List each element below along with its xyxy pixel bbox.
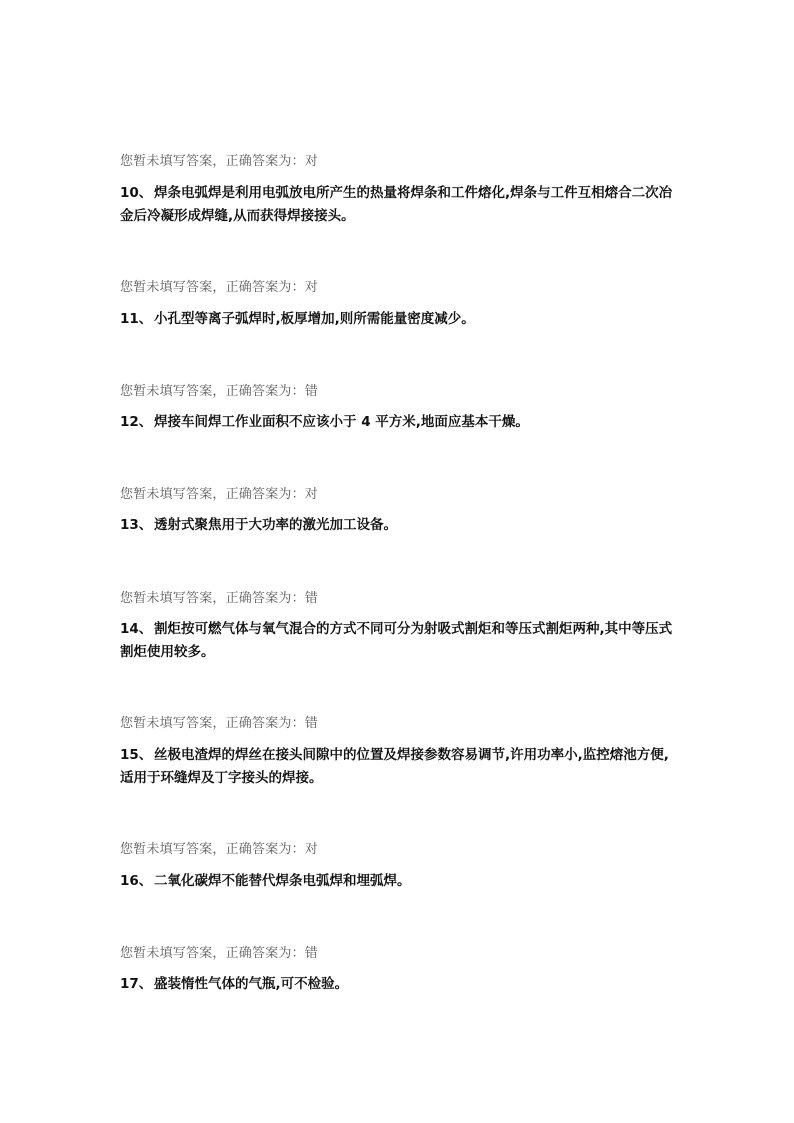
question-text: 二氧化碳焊不能替代焊条电弧焊和埋弧焊。 bbox=[154, 873, 411, 889]
question-text: 小孔型等离子弧焊时,板厚增加,则所需能量密度减少。 bbox=[154, 311, 475, 327]
question-item bbox=[120, 514, 680, 537]
question-number: 17、 bbox=[120, 976, 153, 992]
question-number: 13、 bbox=[120, 517, 153, 533]
question-text: 割炬按可燃气体与氧气混合的方式不同可分为射吸式割炬和等压式割炬两种,其中等压式割炬使用较多。 bbox=[120, 621, 673, 660]
answer-line: 您暂未填写答案，正确答案为：错 bbox=[120, 946, 319, 961]
answer-line: 您暂未填写答案，正确答案为：错 bbox=[120, 591, 319, 606]
answer-line: 您暂未填写答案，正确答案为：对 bbox=[120, 487, 319, 502]
question-item bbox=[120, 744, 680, 790]
question-item bbox=[120, 870, 680, 893]
question-item bbox=[120, 618, 680, 664]
question-number: 16、 bbox=[120, 873, 153, 889]
answer-line: 您暂未填写答案，正确答案为：对 bbox=[120, 280, 319, 295]
question-text: 丝极电渣焊的焊丝在接头间隙中的位置及焊接参数容易调节,许用功率小,监控熔池方便,适用于环缝焊及丁字接头的焊接。 bbox=[120, 747, 669, 786]
question-text: 盛装惰性气体的气瓶,可不检验。 bbox=[154, 976, 349, 992]
question-number: 14、 bbox=[120, 621, 153, 637]
answer-line: 您暂未填写答案，正确答案为：对 bbox=[120, 154, 319, 169]
question-text: 焊接车间焊工作业面积不应该小于 4 平方米,地面应基本干燥。 bbox=[154, 414, 529, 430]
question-item bbox=[120, 411, 680, 434]
question-text: 透射式聚焦用于大功率的激光加工设备。 bbox=[154, 517, 397, 533]
question-item bbox=[120, 182, 680, 228]
answer-line: 您暂未填写答案，正确答案为：错 bbox=[120, 384, 319, 399]
question-item bbox=[120, 308, 680, 331]
answer-line: 您暂未填写答案，正确答案为：错 bbox=[120, 716, 319, 731]
answer-line: 您暂未填写答案，正确答案为：对 bbox=[120, 842, 319, 857]
question-number: 10、 bbox=[120, 185, 153, 201]
question-item bbox=[120, 973, 680, 996]
question-number: 11、 bbox=[120, 311, 153, 327]
question-number: 12、 bbox=[120, 414, 153, 430]
question-text: 焊条电弧焊是利用电弧放电所产生的热量将焊条和工件熔化,焊条与工件互相熔合二次冶金后冷凝形成焊缝,从而获得焊接接头。 bbox=[120, 185, 673, 224]
question-number: 15、 bbox=[120, 747, 153, 763]
